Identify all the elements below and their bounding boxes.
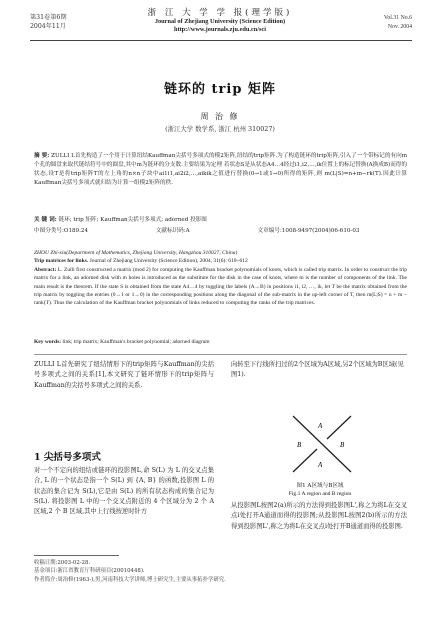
- intro-continuation: 向转至下行线所扫过的2个区域为A区域,另2个区域为B区域(见图1).: [231, 361, 404, 379]
- keywords-label: 关 键 词:: [34, 217, 57, 223]
- journal-url[interactable]: http://www.journals.zju.edu.cn/sci: [173, 26, 266, 33]
- author-affiliation: (浙江大学 数学系, 浙江 杭州 310027): [165, 125, 275, 133]
- keywords-text: 链环; trip 矩阵; Kauffman尖括号多项式; adorned 投影图: [58, 217, 207, 223]
- under-strand-upper: [327, 416, 351, 439]
- footnotes: [34, 559, 407, 584]
- region-b-right: B: [340, 441, 345, 449]
- figure-1: [287, 410, 357, 482]
- header-divider: [30, 40, 412, 41]
- received-date: 收稿日期:2003-02-28.: [34, 560, 91, 566]
- article-title: 链环的 trip 矩阵: [164, 82, 276, 97]
- clc-number: 中图分类号:O189.24: [34, 228, 89, 234]
- abstract-text: ZULLI L首先构造了一个用于计算纽结Kauffman尖括号多项式的模2矩阵,纽结的trip矩阵.为了构造链环的trip矩阵,引入了一个带标记的有向m个孔的圆盘来取代链结符号中的圆盘,其中m为链环的分支数.主要结果为定理 若状态S是从状态A4…4经过i1,i2,…,ik位置上的标记替换(A换成B)而得的状态,设T是将trip矩阵T的左上角的n×n子块中ai1i1,ai2i2,…,aikik之值进行替换(0→1或1→0)所得的矩阵,则 m(L|S)=n+m−rk(T).因此计算Kauffman尖括号多项式就归结为计算一组模2矩阵的秩.: [34, 153, 408, 186]
- journal-volume-info-en: [384, 14, 412, 31]
- body-divider: [34, 354, 407, 355]
- region-a-top: A: [318, 422, 323, 430]
- keywords-cn: [34, 215, 207, 223]
- under-strand-lower: [293, 449, 317, 472]
- journal-masthead: [120, 8, 320, 34]
- fund-info: 基金项目:浙江省教育厅科研项目(20010448).: [34, 568, 145, 575]
- right-paragraph: 从投影图L按图2(a)所示的方法得到投影图L',称之为将L在交叉点i处打开A通道而得的投影图;从投影图L按图2(b)所示的方法得到投影图L',称之为将L在交叉点i处打开B通道而得的投影图.: [231, 502, 407, 530]
- footnote-divider: [34, 555, 119, 556]
- en-abstract-label: Abstract:: [34, 266, 57, 273]
- abstract-label: 摘 要:: [34, 153, 50, 159]
- en-journal-citation: Journal of Zhejiang University (Science Edition), 2004, 31(6): 610~612: [89, 258, 248, 265]
- section1-paragraph: 对一个不定向的纽结或链环的投影图L,命 S(L) 为 L 的交叉点集合, L 的一个状态是指一个 S(L) 到 {A, B} 的函数,投影图 L 的状态的集合记为 S(L),它是由 S(L) 的所有状态构成的集合记为 S(L). 将投影图 L 中的一个交叉点附近的 4 个区域分为 2 个 A 区域,2 个 B 区域,其中上行线按逆时针方: [34, 467, 214, 516]
- abstract-en: [34, 249, 407, 308]
- en-affiliation: ZHOU Zhi-xiu(Department of Mathematics, Zhejiang University, Hangzhou 310027, China): [34, 250, 238, 256]
- article-number: 文章编号:1008-9497(2004)06-610-03: [257, 228, 360, 234]
- en-keywords-text: link; trip matrix; Kauffman's bracket polynomial; adorned diagram: [62, 339, 210, 345]
- document-code: 文献标识码:A: [155, 228, 190, 234]
- en-keywords-label: Key words:: [34, 339, 62, 345]
- crossing-diagram: [287, 410, 357, 478]
- publication-date: 2004年11月: [30, 22, 66, 30]
- keywords-en: [34, 339, 407, 345]
- classification-line: [34, 226, 407, 234]
- volume-issue: 第31卷第6期: [30, 14, 67, 21]
- abstract-cn: [34, 152, 407, 188]
- en-abstract-text: L. Zulli first constructed a matrix (mod 2) for computing the Kauffman bracket polynomials of knots, which is called trip matrix. In order to construct the trip matrix for a link, an adorned disk with m holes is introduced as the substitute for the disk in the case of knots, where m is the number of components of the link. The main result is the theorem. If the state S is obtained from the state A4…4 by toggling the labels (A→B) in positions i1, i2, …, ik, let T be the matrix obtained from the trip matrix by toggling the entries (0→1 or 1→0) in the corresponding positions along the diagonal of the sub-matrix in the up-left corner of T, then m(L|S) = n + m − rank(T). Thus the calculation of the Kauffman bracket polynomials of links reduced to computing the ranks of the trip matrices.: [34, 266, 408, 307]
- en-title: Trip matrices for links.: [34, 258, 89, 265]
- region-b-left: B: [297, 441, 302, 449]
- region-a-bottom: A: [318, 461, 323, 469]
- volume-issue-en: Vol.31 No.6: [383, 15, 412, 21]
- figure-caption-cn: 图1 A区域与B区域: [296, 483, 344, 489]
- journal-volume-info: [30, 14, 67, 31]
- journal-name-en: Journal of Zhejiang University (Science Edition): [154, 18, 286, 25]
- article-author: 周 治 修: [200, 112, 240, 121]
- section-heading: 1 尖括号多项式: [34, 452, 101, 463]
- journal-name-cn: 浙 江 大 学 学 报(理学版): [147, 8, 293, 18]
- publication-date-en: Nov. 2004: [387, 23, 412, 30]
- intro-paragraph: ZULLI L首先研究了纽结情形下的trip矩阵与Kauffman的尖括号多项式之间的关系[1],本文研究了链环情形下的trip矩阵与Kauffman的尖括号多项式之间的关系.: [34, 361, 214, 389]
- figure-caption-en: Fig.1 A region and B region: [288, 491, 352, 497]
- author-bio: 作者简介:周治修(1963-),男,河南科技大学讲师,博士研究生,主要从事拓扑学研究.: [34, 576, 226, 583]
